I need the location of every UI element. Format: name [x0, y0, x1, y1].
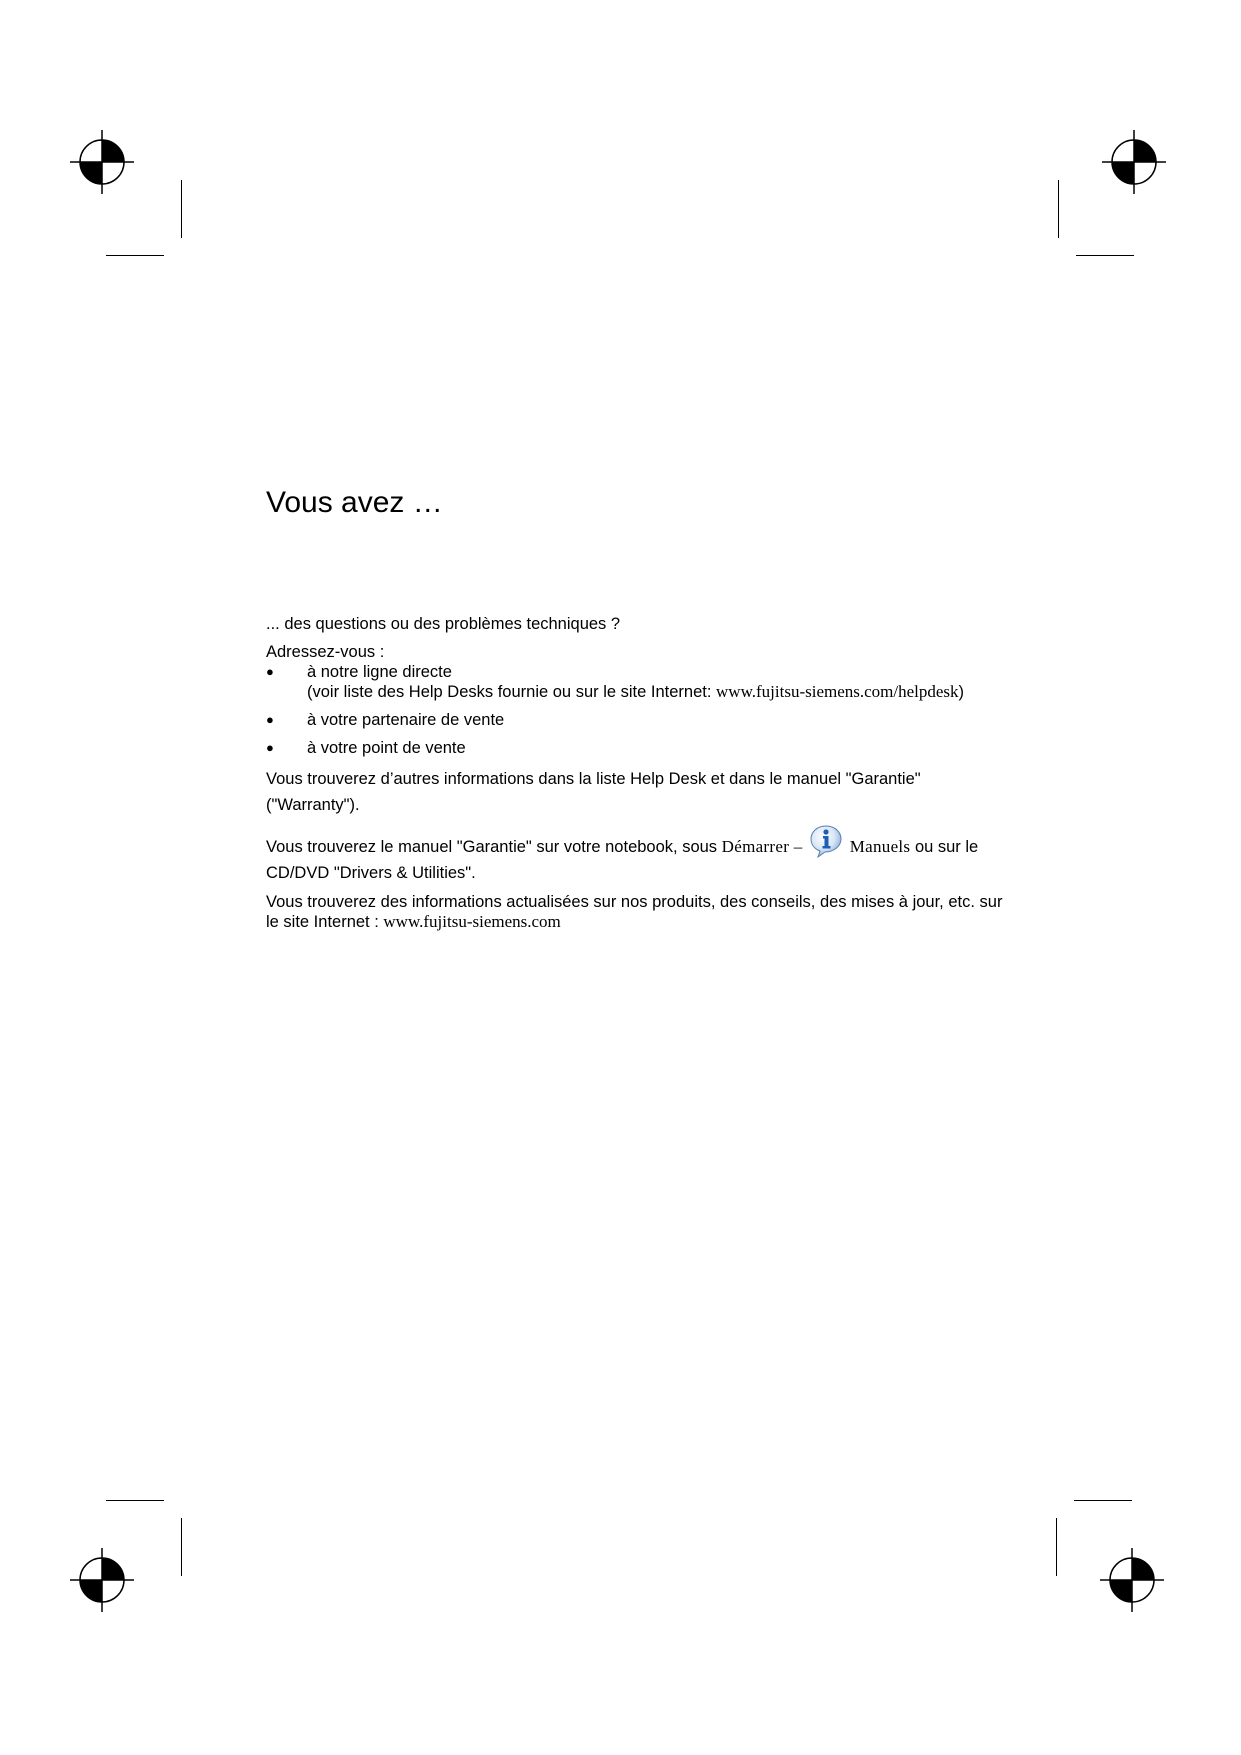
crop-line-bottom-right-horizontal	[1074, 1500, 1132, 1501]
warranty-manual-paragraph	[266, 824, 1006, 886]
crop-line-bottom-left-vertical	[181, 1518, 182, 1576]
registration-mark-icon	[70, 1548, 134, 1612]
list-item	[266, 738, 1006, 758]
warranty-text-after: ou sur le CD/DVD "Drivers & Utilities".	[266, 838, 979, 882]
helpdesk-note-text: (voir liste des Help Desks fournie ou sur le site Internet:	[307, 683, 717, 701]
start-menu-path: Démarrer –	[721, 837, 803, 856]
question-text: ... des questions ou des problèmes techniques ?	[266, 615, 621, 633]
contact-list	[266, 662, 1006, 758]
website-link[interactable]: www.fujitsu-siemens.com	[383, 912, 561, 931]
helpdesk-link[interactable]: www.fujitsu-siemens.com/helpdesk	[716, 682, 959, 701]
page-title: Vous avez …	[266, 486, 443, 519]
warranty-text-before: Vous trouverez le manuel "Garantie" sur votre notebook, sous	[266, 838, 722, 856]
registration-mark-icon	[1100, 1548, 1164, 1612]
closing-paren: )	[958, 683, 965, 701]
crop-line-top-left-horizontal	[106, 255, 164, 256]
bullet-icon: ●	[266, 712, 274, 727]
list-item	[266, 662, 1006, 702]
helpdesk-info-paragraph: Vous trouverez d’autres informations dans la liste Help Desk et dans le manuel "Garantie" ("Warranty").	[266, 770, 921, 814]
crop-line-top-right-vertical	[1058, 180, 1059, 238]
address-intro: Adressez-vous :	[266, 643, 385, 661]
crop-line-bottom-left-horizontal	[106, 1500, 164, 1501]
document-body	[266, 614, 1006, 932]
list-item	[266, 710, 1006, 730]
list-item-text: à votre partenaire de vente	[307, 711, 505, 729]
crop-line-top-left-vertical	[181, 180, 182, 238]
bullet-icon: ●	[266, 664, 274, 679]
list-item-text: à notre ligne directe	[307, 663, 452, 681]
info-icon	[809, 824, 843, 858]
registration-mark-icon	[70, 130, 134, 194]
registration-mark-icon	[1102, 130, 1166, 194]
updates-text: Vous trouverez des informations actualisées sur nos produits, des conseils, des mises à jour, etc. sur le site Internet :	[266, 893, 1003, 931]
updates-paragraph	[266, 892, 1006, 932]
bullet-icon: ●	[266, 740, 274, 755]
crop-line-top-right-horizontal	[1076, 255, 1134, 256]
manuals-menu-path: Manuels	[849, 837, 911, 856]
crop-line-bottom-right-vertical	[1056, 1518, 1057, 1576]
list-item-text: à votre point de vente	[307, 739, 466, 757]
